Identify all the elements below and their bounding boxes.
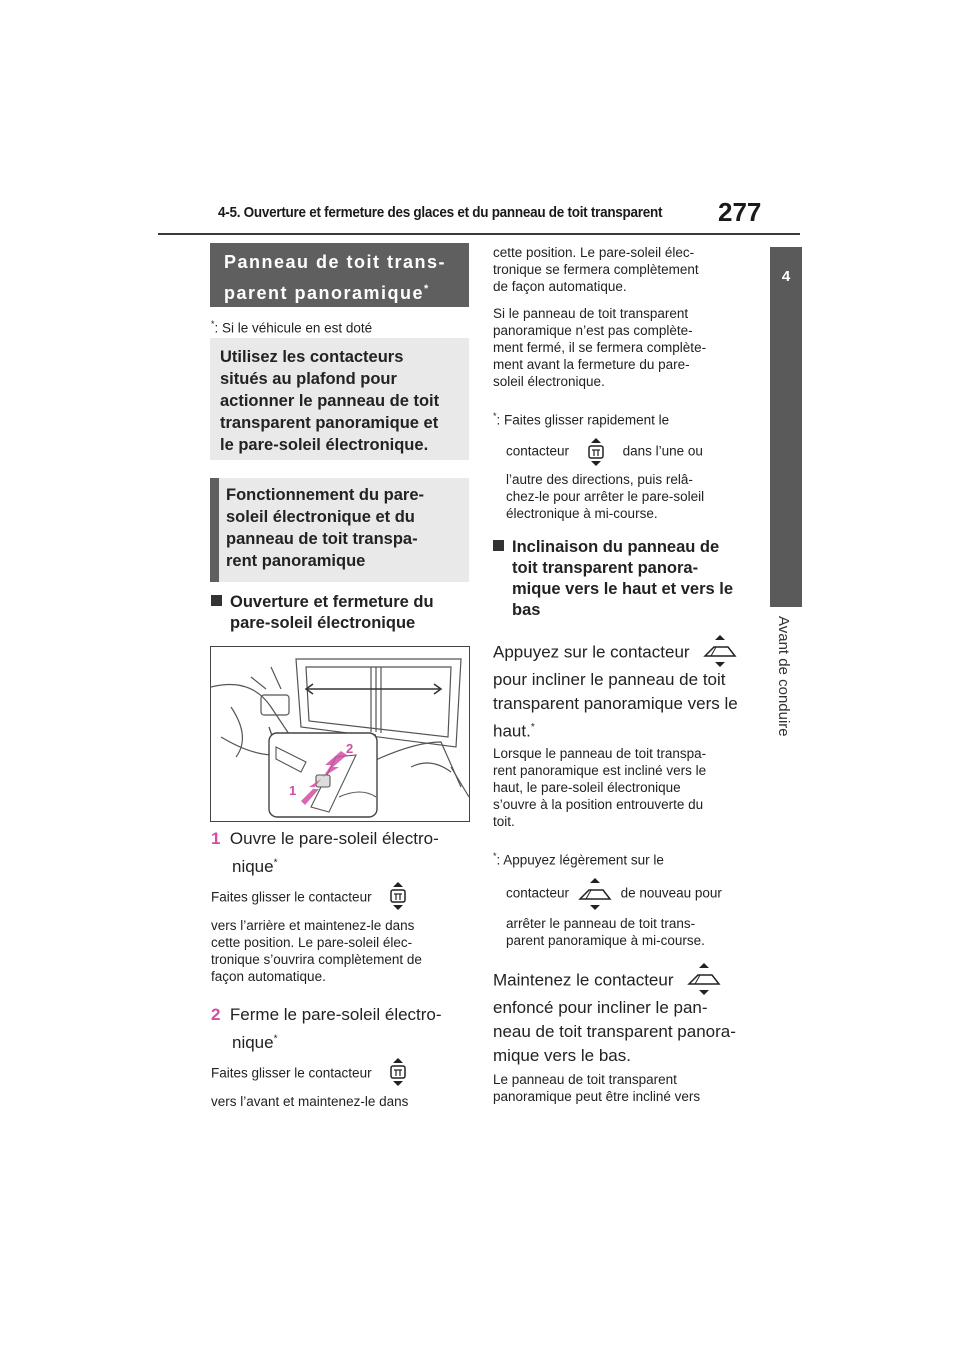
roof-console-illustration (210, 646, 470, 822)
page-number: 277 (718, 197, 762, 227)
tilt-switch-icon (702, 634, 738, 668)
intro-box: Utilisez les contacteurs situés au plafond pour actionner le panneau de toit transparent panoramique et le pare-soleil électronique. (210, 338, 469, 460)
tilt-down-instruction: Maintenez le contacteur enfoncé pour incliner le pan- neau de toit transparent panora- mique vers le bas. (493, 966, 763, 1068)
callout-2: 2 (346, 741, 354, 756)
continued-paragraph: cette position. Le pare-soleil élec- tronique se fermera complètement de façon automatique. (493, 245, 699, 294)
subheading-sunshade: Ouverture et fermeture du pare-soleil électronique (211, 592, 471, 634)
section-title: 4-5. Ouverture et fermeture des glaces et du panneau de toit transparent (218, 204, 663, 221)
equipped-footnote: *: Si le véhicule en est doté (211, 319, 373, 336)
step-2-title: 2 Ferme le pare-soleil électro- nique* (211, 1005, 442, 1052)
step-2-text: Faites glisser le contacteur vers l’avant et maintenez-le dans (211, 1061, 471, 1110)
tilt-switch-icon (577, 877, 613, 911)
subheading-tilt: Inclinaison du panneau de toit transparent panora- mique vers le haut et vers le bas (493, 537, 763, 621)
callout-1: 1 (289, 783, 297, 798)
tilt-down-description: Le panneau de toit transparent panoramique peut être incliné vers (493, 1072, 701, 1104)
tilt-up-instruction: Appuyez sur le contacteur pour incliner le panneau de toit transparent panoramique vers le haut.* (493, 638, 763, 747)
tilt-switch-icon (686, 962, 722, 996)
sunshade-switch-icon (387, 1057, 409, 1087)
roof-close-paragraph: Si le panneau de toit transparent panoramique n’est pas complète- ment fermé, il se fermera complète- ment avant la fermeture du pare- soleil électronique. (493, 306, 707, 389)
chapter-label: Avant de conduire (775, 616, 792, 737)
bullet-square-icon (493, 540, 504, 551)
step-1-text: Faites glisser le contacteur vers l’arrière et maintenez-le dans cette position. Le pare-soleil élec- tronique s’ouvrira complètement de façon automatique. (211, 885, 471, 985)
sunshade-switch-icon (585, 437, 607, 467)
sunshade-switch-icon (387, 881, 409, 911)
header-rule (158, 233, 800, 235)
bullet-square-icon (211, 595, 222, 606)
operation-section-box: Fonctionnement du pare- soleil électronique et du panneau de toit transpa- rent panoramique (210, 478, 469, 582)
note-quick-slide: *: Faites glisser rapidement le contacteur dans l’une ou l’autre des directions, puis relâ- chez-le pour arrêter le pare-soleil électronique à mi-course. (493, 411, 705, 521)
step-1-title: 1 Ouvre le pare-soleil électro- nique* (211, 829, 439, 876)
section-title-box: Panneau de toit trans- parent panoramique* (210, 243, 469, 307)
chapter-tab (770, 247, 802, 607)
tilt-up-description: Lorsque le panneau de toit transpa- rent panoramique est incliné vers le haut, le pare-soleil électronique s’ouvre à la position entrouverte du toit. (493, 746, 707, 829)
chapter-number: 4 (781, 268, 791, 285)
note-press-lightly: *: Appuyez légèrement sur le contacteur de nouveau pour arrêter le panneau de toit trans- parent panoramique à mi-course. (493, 851, 722, 948)
